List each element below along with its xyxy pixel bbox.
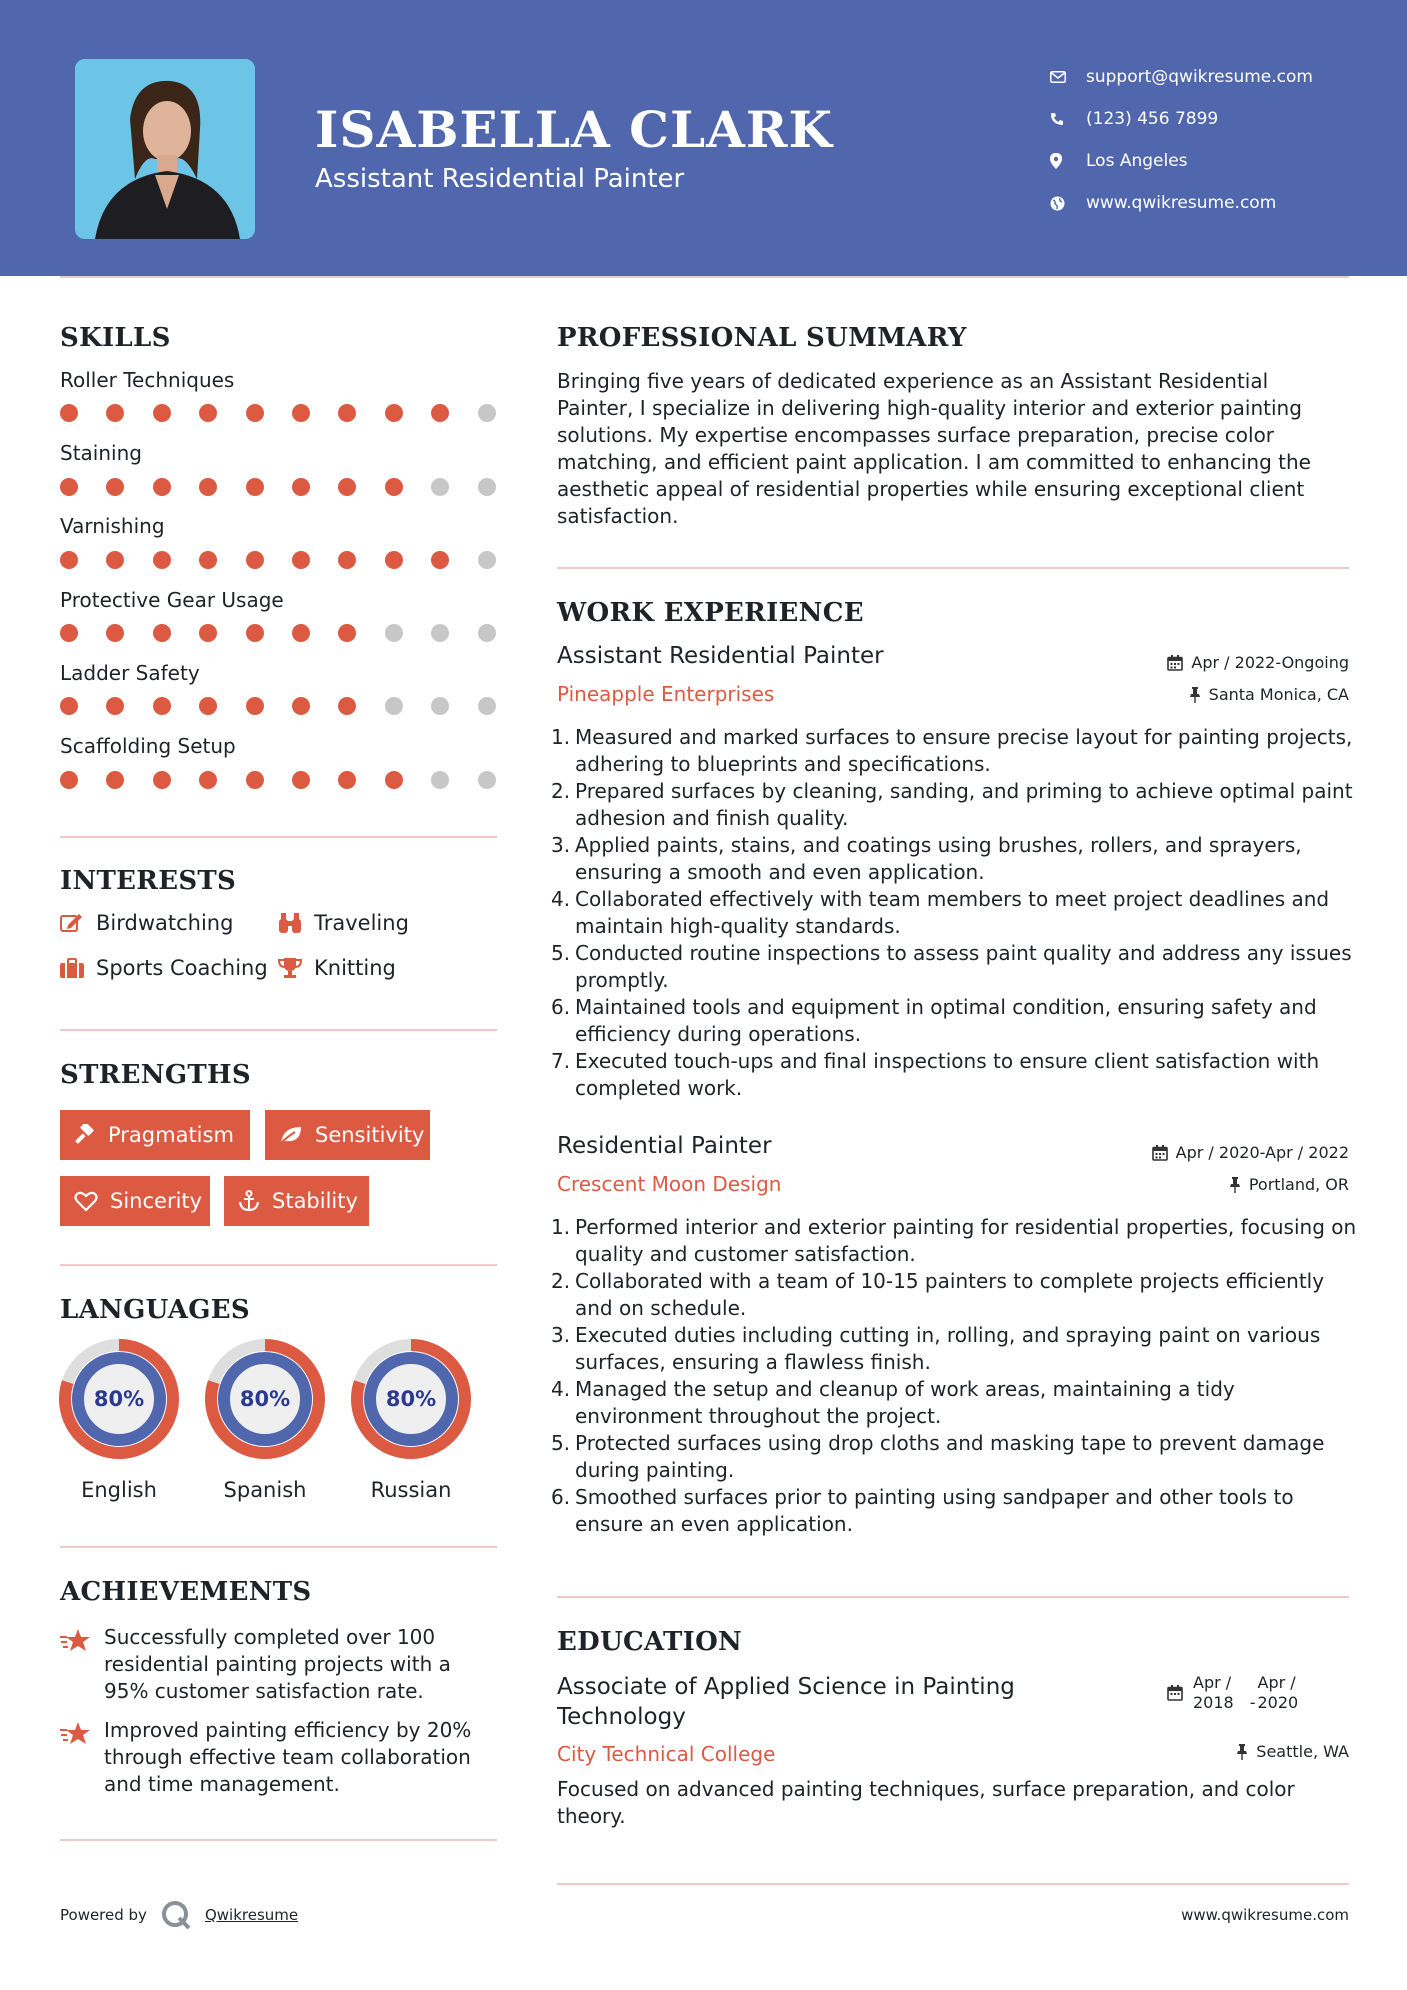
rating-dot-filled [60, 771, 78, 789]
list-item: 7. Executed touch-ups and final inspections to ensure client satisfaction with completed work. [551, 1049, 1320, 1100]
list-item: 6. Smoothed surfaces prior to painting using sandpaper and other tools to ensure an even application. [551, 1485, 1294, 1536]
rating-dot-empty [431, 771, 449, 789]
rating-dot-filled [199, 404, 217, 422]
language-item [350, 1338, 472, 1502]
rating-dot-empty [478, 551, 496, 569]
rating-dot-filled [60, 551, 78, 569]
rating-dot-filled [60, 624, 78, 642]
job-company: Crescent Moon Design [557, 1172, 782, 1196]
rating-dot-filled [338, 697, 356, 715]
rating-dot-filled [153, 478, 171, 496]
rating-dot-filled [153, 697, 171, 715]
rating-dot-filled [153, 551, 171, 569]
languages-divider [60, 1546, 497, 1548]
candidate-name: ISABELLA CLARK [315, 100, 833, 159]
experience-divider [557, 1596, 1349, 1598]
rating-dot-filled [106, 478, 124, 496]
language-percent: 80% [385, 1387, 437, 1411]
job-bullets [551, 1214, 1357, 1538]
list-item: 2. Collaborated with a team of 10-15 painters to complete projects efficiently and on schedule. [551, 1269, 1325, 1320]
star-award-icon [60, 1624, 104, 1705]
footer-powered-by: Powered by Qwikresume [60, 1900, 298, 1930]
candidate-title: Assistant Residential Painter [315, 164, 685, 194]
degree-title: Associate of Applied Science in Painting Technology [557, 1674, 1015, 1730]
skill-rating [60, 771, 500, 791]
job-location: Santa Monica, CA [1189, 685, 1349, 704]
job-title: Assistant Residential Painter [557, 643, 884, 669]
skill-name: Staining [60, 441, 142, 465]
calendar-icon [1152, 1145, 1168, 1161]
education-divider [557, 1883, 1349, 1885]
contact-location: Los Angeles [1050, 140, 1313, 182]
rating-dot-filled [246, 404, 264, 422]
pushpin-icon [1236, 1744, 1248, 1760]
rating-dot-filled [246, 697, 264, 715]
skill-name: Scaffolding Setup [60, 734, 236, 758]
rating-dot-filled [199, 771, 217, 789]
school-name: City Technical College [557, 1742, 776, 1766]
rating-dot-filled [106, 404, 124, 422]
rating-dot-filled [246, 478, 264, 496]
rating-dot-filled [60, 478, 78, 496]
rating-dot-filled [338, 551, 356, 569]
rating-dot-filled [60, 404, 78, 422]
rating-dot-filled [338, 771, 356, 789]
rating-dot-filled [292, 771, 310, 789]
star-award-icon [60, 1717, 104, 1798]
list-item: 3. Executed duties including cutting in, rolling, and spraying paint on various surfaces, ensuring a flawless finish. [551, 1323, 1321, 1374]
strength-tag: Sincerity [60, 1176, 210, 1226]
rating-dot-filled [385, 551, 403, 569]
achievement-item: Improved painting efficiency by 20% through effective team collaboration and time management. [60, 1717, 500, 1798]
map-pin-icon [1050, 153, 1086, 169]
skill-rating [60, 404, 500, 424]
skills-heading: SKILLS [60, 323, 171, 353]
briefcase-icon [60, 958, 96, 978]
strengths-divider [60, 1264, 497, 1266]
list-item: 1. Measured and marked surfaces to ensure precise layout for painting projects, adhering to blueprints and specifications. [551, 725, 1353, 776]
rating-dot-filled [338, 624, 356, 642]
language-item [204, 1338, 326, 1502]
experience-heading: WORK EXPERIENCE [557, 598, 864, 628]
rating-dot-filled [338, 404, 356, 422]
rating-dot-filled [153, 624, 171, 642]
heart-icon [74, 1191, 98, 1212]
language-name: Spanish [223, 1478, 307, 1502]
rating-dot-filled [106, 551, 124, 569]
job-location: Portland, OR [1229, 1175, 1349, 1194]
rating-dot-empty [431, 478, 449, 496]
rating-dot-filled [153, 771, 171, 789]
achievements-divider [60, 1839, 497, 1841]
job-date: Apr / 2022-Ongoing [1167, 653, 1349, 672]
rating-dot-filled [106, 697, 124, 715]
language-percent: 80% [239, 1387, 291, 1411]
summary-heading: PROFESSIONAL SUMMARY [557, 323, 967, 353]
rating-dot-filled [199, 551, 217, 569]
skill-name: Ladder Safety [60, 661, 200, 685]
skills-divider [60, 836, 497, 838]
pushpin-icon [1229, 1177, 1241, 1193]
rating-dot-filled [199, 624, 217, 642]
language-name: English [81, 1478, 157, 1502]
job-title: Residential Painter [557, 1133, 772, 1159]
skill-rating [60, 551, 500, 571]
language-item [58, 1338, 180, 1502]
skill-rating [60, 478, 500, 498]
contact-email[interactable]: support@qwikresume.com [1050, 56, 1313, 98]
rating-dot-empty [478, 697, 496, 715]
summary-text: Bringing five years of dedicated experience as an Assistant Residential Painter, I specialize in delivering high-quality interior and exterior painting solutions. My expertise encompasses surface preparation, precise color matching, and efficient paint application. I am committed to enhancing the aesthetic appeal of residential properties while ensuring exceptional client satisfaction. [557, 369, 1311, 528]
rating-dot-filled [153, 404, 171, 422]
education-location: Seattle, WA [1236, 1742, 1349, 1761]
resume-header [0, 0, 1407, 276]
pushpin-icon [1189, 687, 1201, 703]
rating-dot-empty [385, 697, 403, 715]
strengths-heading: STRENGTHS [60, 1060, 251, 1090]
rating-dot-empty [478, 771, 496, 789]
achievement-item: Successfully completed over 100 residential painting projects with a 95% customer satisfaction rate. [60, 1624, 500, 1705]
list-item: 5. Conducted routine inspections to assess paint quality and address any issues promptly. [551, 941, 1352, 992]
skill-name: Protective Gear Usage [60, 588, 284, 612]
rating-dot-filled [431, 551, 449, 569]
strength-tag: Pragmatism [60, 1110, 250, 1160]
footer-website[interactable]: www.qwikresume.com [1181, 1906, 1349, 1924]
rating-dot-filled [292, 404, 310, 422]
rating-dot-filled [385, 478, 403, 496]
skill-name: Roller Techniques [60, 368, 235, 392]
edit-icon [60, 913, 96, 933]
rating-dot-filled [246, 624, 264, 642]
rating-dot-filled [292, 697, 310, 715]
contact-website[interactable]: www.qwikresume.com [1050, 182, 1313, 224]
contact-list [1050, 56, 1313, 224]
trophy-icon [278, 957, 314, 979]
achievements-heading: ACHIEVEMENTS [60, 1577, 312, 1607]
brand-link[interactable]: Qwikresume [204, 1906, 299, 1924]
rating-dot-empty [478, 624, 496, 642]
calendar-icon [1167, 1685, 1183, 1701]
job-bullets [551, 724, 1357, 1102]
leaf-icon [279, 1125, 303, 1145]
rating-dot-filled [292, 551, 310, 569]
contact-phone[interactable]: (123) 456 7899 [1050, 98, 1313, 140]
list-item: 1. Performed interior and exterior painting for residential properties, focusing on quality and customer satisfaction. [551, 1215, 1357, 1266]
rating-dot-filled [292, 624, 310, 642]
header-divider [60, 276, 1349, 278]
summary-divider [557, 567, 1349, 569]
rating-dot-filled [431, 404, 449, 422]
rating-dot-filled [246, 551, 264, 569]
education-description: Focused on advanced painting techniques, surface preparation, and color theory. [557, 1777, 1295, 1828]
rating-dot-empty [385, 624, 403, 642]
phone-icon [1050, 112, 1086, 126]
rating-dot-filled [199, 697, 217, 715]
list-item: 4. Managed the setup and cleanup of work areas, maintaining a tidy environment throughout the project. [551, 1377, 1235, 1428]
language-name: Russian [370, 1478, 452, 1502]
skill-rating [60, 697, 500, 717]
list-item: 5. Protected surfaces using drop cloths and masking tape to prevent damage during painting. [551, 1431, 1325, 1482]
interest-item: Birdwatching [60, 911, 233, 935]
qwikresume-logo-icon [161, 1900, 191, 1930]
rating-dot-filled [338, 478, 356, 496]
list-item: 4. Collaborated effectively with team members to meet project deadlines and maintain high-quality standards. [551, 887, 1330, 938]
list-item: 2. Prepared surfaces by cleaning, sanding, and priming to achieve optimal paint adhesion and finish quality. [551, 779, 1353, 830]
rating-dot-empty [478, 404, 496, 422]
rating-dot-filled [106, 771, 124, 789]
language-percent: 80% [93, 1387, 145, 1411]
interests-heading: INTERESTS [60, 866, 237, 896]
profile-photo [75, 59, 255, 239]
binoculars-icon [278, 912, 314, 934]
envelope-icon [1050, 71, 1086, 83]
interest-item: Traveling [278, 911, 409, 935]
rating-dot-filled [199, 478, 217, 496]
rating-dot-empty [431, 624, 449, 642]
job-date: Apr / 2020-Apr / 2022 [1152, 1143, 1349, 1162]
rating-dot-filled [60, 697, 78, 715]
interest-item: Sports Coaching [60, 956, 268, 980]
rating-dot-filled [246, 771, 264, 789]
skill-rating [60, 624, 500, 644]
gavel-icon [74, 1124, 96, 1146]
job-company: Pineapple Enterprises [557, 682, 775, 706]
anchor-icon [238, 1190, 260, 1212]
strength-tag: Stability [224, 1176, 369, 1226]
list-item: 3. Applied paints, stains, and coatings using brushes, rollers, and sprayers, ensuring a smooth and even application. [551, 833, 1302, 884]
interest-item: Knitting [278, 956, 396, 980]
list-item: 6. Maintained tools and equipment in optimal condition, ensuring safety and efficiency during operations. [551, 995, 1317, 1046]
calendar-icon [1167, 655, 1183, 671]
skill-name: Varnishing [60, 514, 165, 538]
education-heading: EDUCATION [557, 1627, 743, 1657]
globe-icon [1050, 196, 1086, 211]
interests-divider [60, 1029, 497, 1031]
rating-dot-filled [385, 404, 403, 422]
languages-heading: LANGUAGES [60, 1295, 250, 1325]
rating-dot-empty [431, 697, 449, 715]
rating-dot-filled [106, 624, 124, 642]
rating-dot-filled [385, 771, 403, 789]
rating-dot-filled [292, 478, 310, 496]
rating-dot-empty [478, 478, 496, 496]
strength-tag: Sensitivity [265, 1110, 430, 1160]
education-date: Apr / 2018 - Apr / 2020 [1167, 1673, 1298, 1713]
